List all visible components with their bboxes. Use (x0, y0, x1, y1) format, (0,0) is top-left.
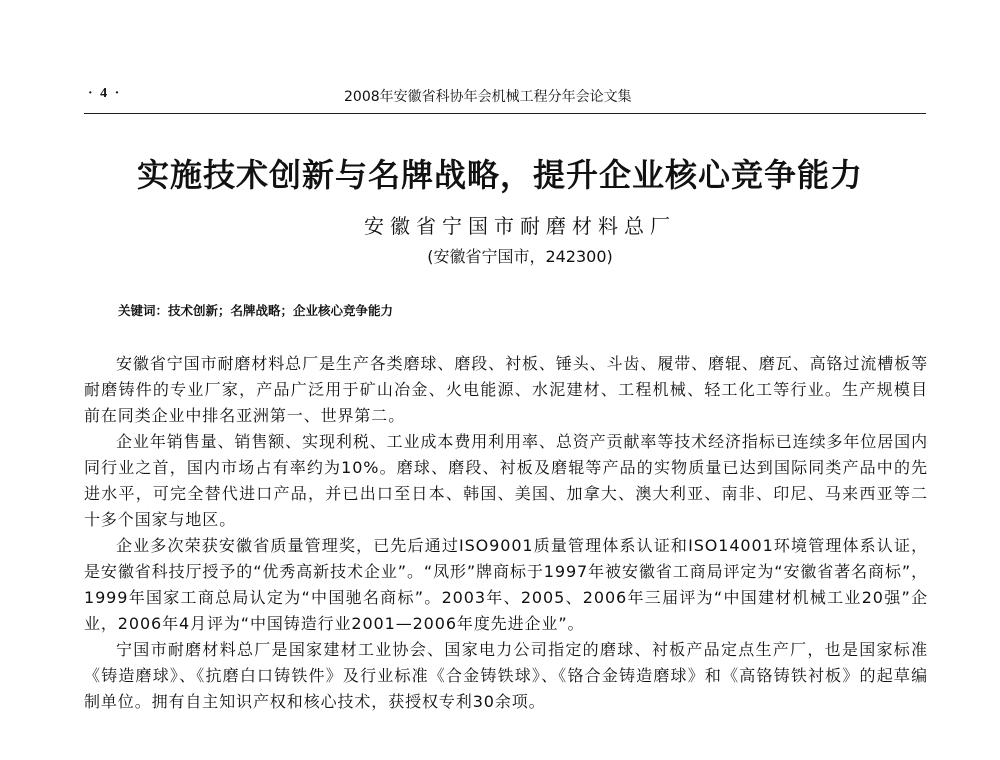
keywords (118, 301, 393, 319)
header-rule (84, 113, 926, 114)
running-header (84, 84, 926, 104)
paragraph: 企业年销售量、销售额、实现利税、工业成本费用利用率、总资产贡献率等技术经济指标已连续多年位居国内同行业之首，国内市场占有率约为10%。磨球、磨段、衬板及磨辊等产品的实物质量已达到国际同类产品中的先进水平，可完全替代进口产品，并已出口至日本、韩国、美国、加拿大、澳大利亚、南非、印尼、马来西亚等二十多个国家与地区。 (84, 432, 928, 529)
paragraph: 宁国市耐磨材料总厂是国家建材工业协会、国家电力公司指定的磨球、衬板产品定点生产厂，也是国家标准《铸造磨球》、《抗磨白口铸铁件》及行业标准《合金铸铁球》、《铬合金铸造磨球》和《高铬铸铁衬板》的起草编制单位。拥有自主知识产权和核心技术，获授权专利30余项。 (84, 640, 928, 711)
journal-title: 2008年安徽省科协年会机械工程分年会论文集 (344, 89, 632, 105)
keywords-text: 技术创新；名牌战略；企业核心竞争能力 (168, 303, 394, 318)
paragraph: 安徽省宁国市耐磨材料总厂是生产各类磨球、磨段、衬板、锤头、斗齿、履带、磨辊、磨瓦、高铬过流槽板等耐磨铸件的专业厂家，产品广泛用于矿山冶金、火电能源、水泥建材、工程机械、轻工化工等行业。生产规模目前在同类企业中排名亚洲第一、世界第二。 (84, 354, 928, 425)
page-number: · 4 · (88, 86, 122, 101)
body-text (84, 351, 928, 715)
paper-title: 实施技术创新与名牌战略，提升企业核心竞争能力 (136, 156, 863, 194)
keywords-label: 关键词： (118, 303, 169, 318)
paragraph: 企业多次荣获安徽省质量管理奖，已先后通过ISO9001质量管理体系认证和ISO14001环境管理体系认证，是安徽省科技厅授予的“优秀高新技术企业”。“凤形”牌商标于1997年被安徽省工商局评定为“安徽省著名商标”，1999年国家工商总局认定为“中国驰名商标”。2003年、2005、2006年三届评为“中国建材机械工业20强”企业，2006年4月评为“中国铸造行业2001—2006年度先进企业”。 (84, 536, 928, 633)
author: 安徽省宁国市耐磨材料总厂 (364, 214, 676, 238)
affiliation: (安徽省宁国市，242300) (427, 247, 613, 266)
